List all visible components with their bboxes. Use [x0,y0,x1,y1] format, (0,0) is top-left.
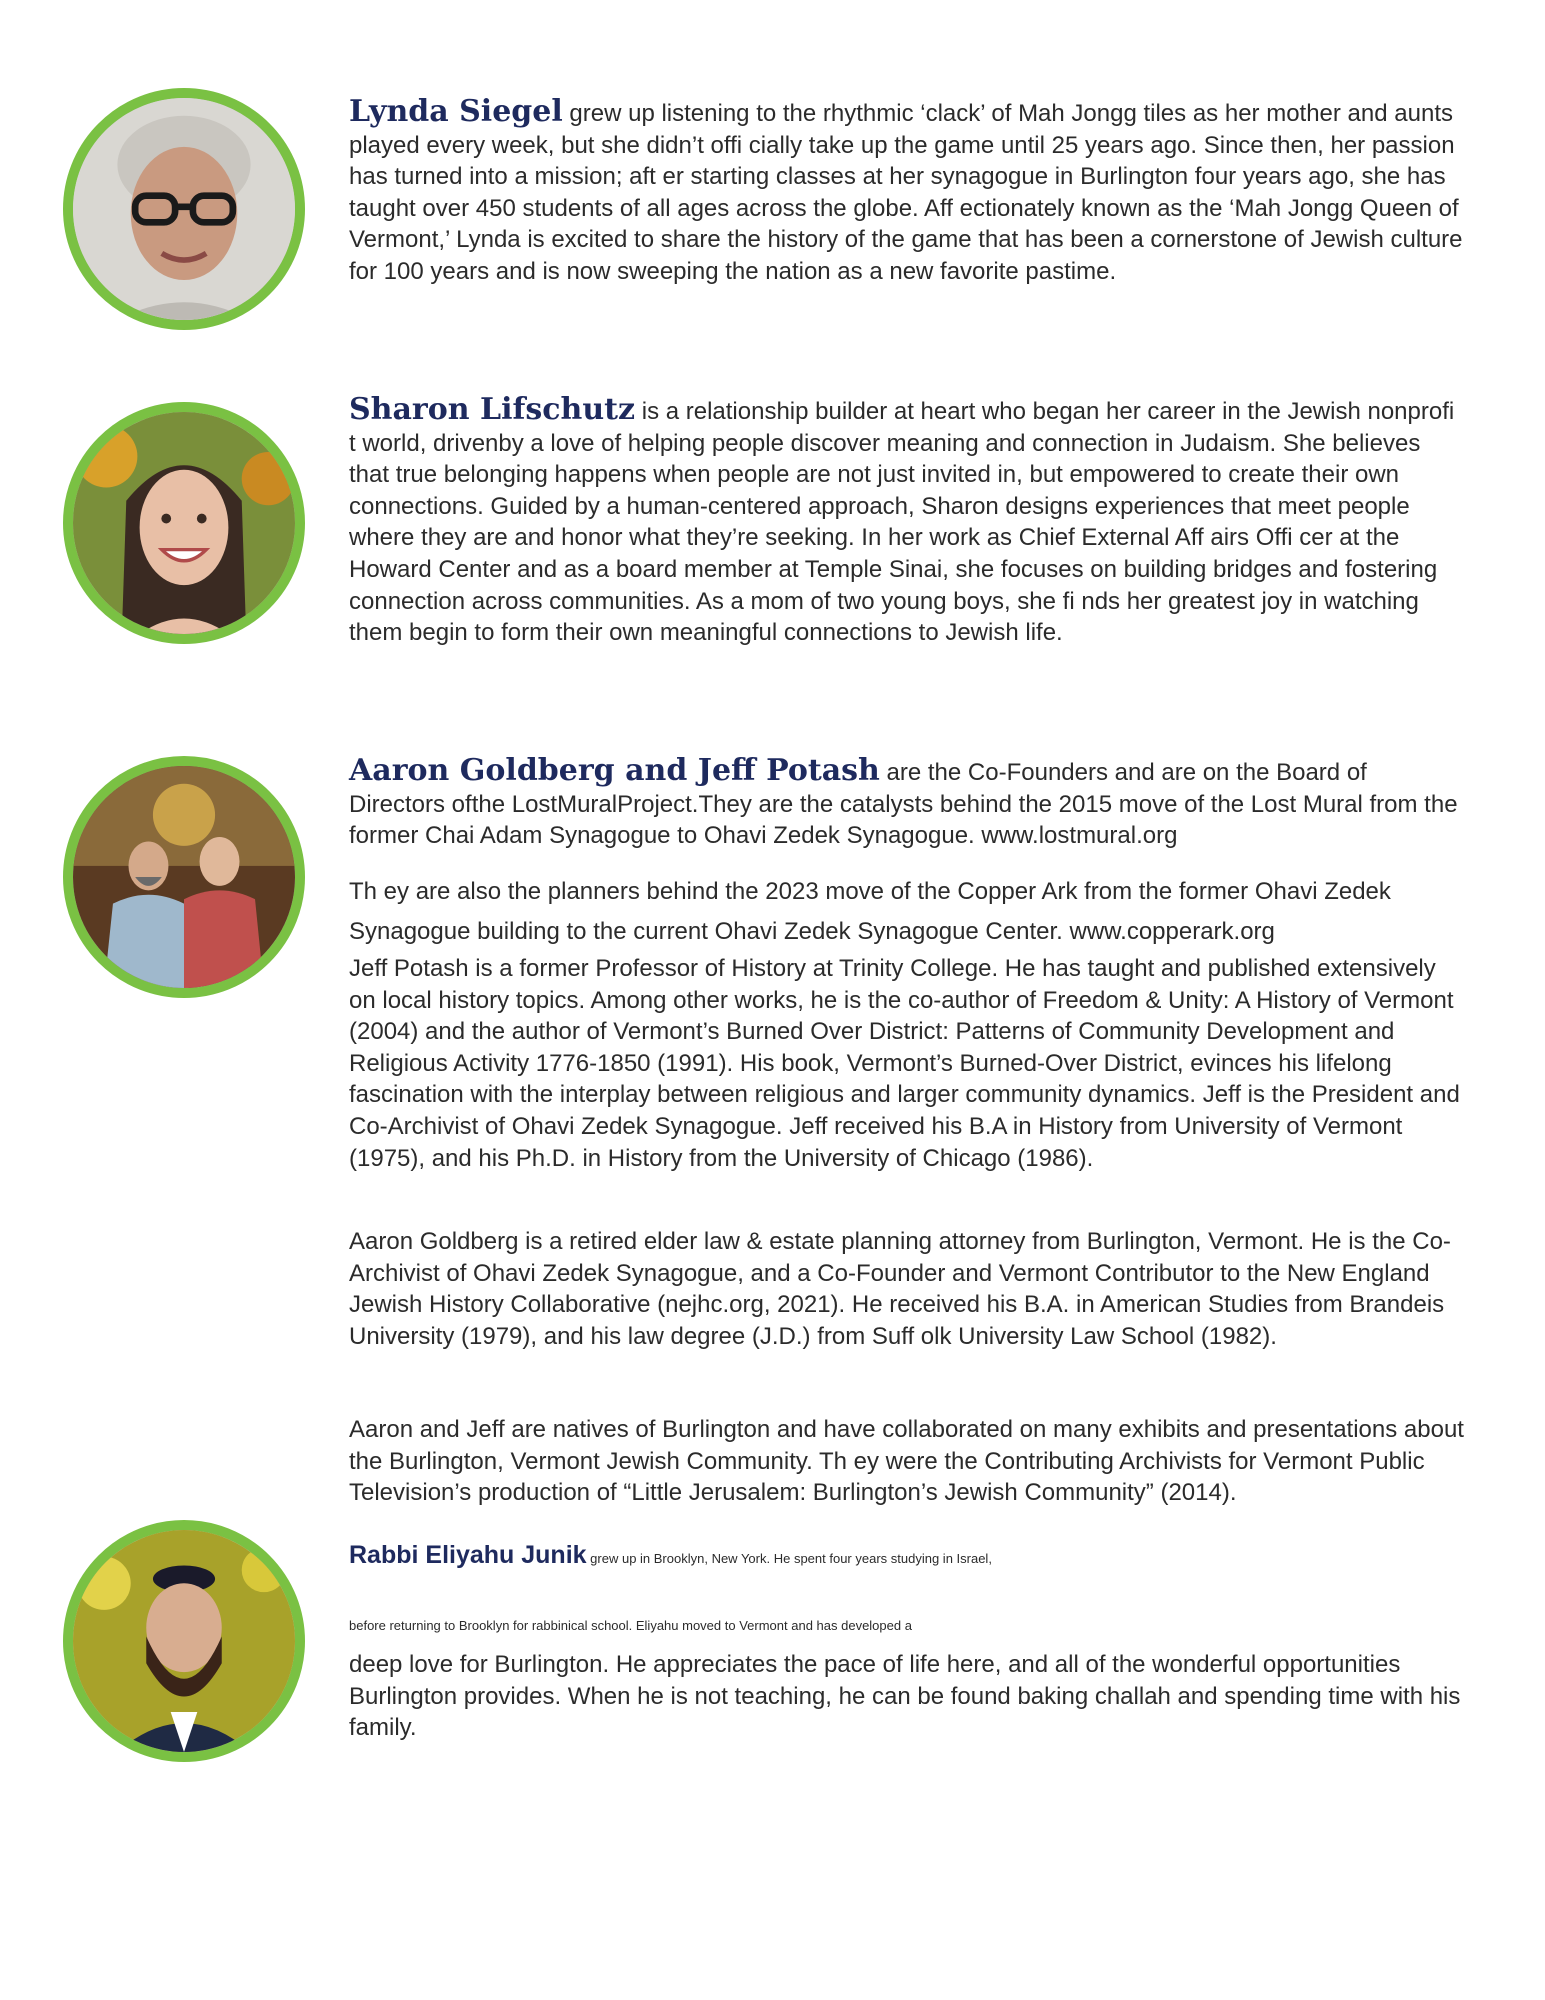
portrait-woman-glasses-icon [73,98,295,320]
bio-aaron-jeff-p4 [349,1226,1464,1352]
portrait-two-men-icon [73,766,295,988]
bio-text: Aaron Goldberg is a retired elder law & estate planning attorney from Burlington, Vermont. He is the Co-Archivist of Ohavi Zedek Synagogue, and a Co-Founder and Vermont Contributor to the New England Jewish History Collaborative (nejhc.org, 2021). He received his B.A. in American Studies from Brandeis University (1979), and his law degree (J.D.) from Suff olk University Law School (1982). [349,1228,1451,1350]
photo-aaron-jeff [63,756,305,998]
bio-text: are the Co-Founders and are on the Board of Directors ofthe LostMuralProject.They are the catalysts behind the 2015 move of the Lost Mural from the former Chai Adam Synagogue to Ohavi Zedek Synagogue. www.lostmural.org [349,759,1458,850]
bio-sharon-lifschutz [349,394,1464,649]
bio-lynda-siegel [349,96,1464,288]
bio-text: is a relationship builder at heart who began her career in the Jewish nonprofi t world, drivenby a love of helping people discover meaning and connection in Judaism. She believes that true belonging happens when people are not just invited in, but empowered to create their own connections. Guided by a human-centered approach, Sharon designs experiences that meet people where they are and honor what they’re seeking. In her work as Chief External Aff airs Offi cer at the Howard Center and as a board member at Temple Sinai, she focuses on building bridges and fostering connection across communities. As a mom of two young boys, she fi nds her greatest joy in watching them begin to form their own meaningful connections to Jewish life. [349,398,1455,647]
bio-aaron-jeff-p3 [349,953,1464,1174]
bio-rabbi-body [349,1649,1464,1744]
bio-paragraph [349,1540,1464,1572]
bio-text: grew up listening to the rhythmic ‘clack’ of Mah Jongg tiles as her mother and aunts played every week, but she didn’t offi cially take up the game until 25 years ago. Since then, her passion has turned into a mission; aft er starting classes at her synagogue in Burlington four years ago, she has taught over 450 students of all ages across the globe. Aff ectionately known as the ‘Mah Jongg Queen of Vermont,’ Lynda is excited to share the history of the game that has been a cornerstone of Jewish culture for 100 years and is now sweeping the nation as a new favorite pastime. [349,100,1463,285]
photo-sharon-lifschutz [63,402,305,644]
bio-name: Sharon Lifschutz [349,392,636,427]
bio-rabbi-eliyahu-junik [349,1540,1464,1572]
bio-name: Lynda Siegel [349,94,563,129]
portrait-bearded-man-icon [73,1530,295,1752]
bio-text: Aaron and Jeff are natives of Burlington and have collaborated on many exhibits and presentations about the Burlington, Vermont Jewish Community. Th ey were the Contributing Archivists for Vermont Public Television’s production of “Little Jerusalem: Burlington’s Jewish Community” (2014). [349,1416,1464,1507]
bio-aaron-jeff-p5 [349,1414,1464,1509]
bio-rabbi-intro2 [349,1618,1464,1634]
bio-paragraph [349,755,1464,852]
photo-lynda-siegel [63,88,305,330]
portrait-woman-smiling-icon [73,412,295,634]
bio-aaron-jeff-p2 [349,872,1464,952]
bio-text: before returning to Brooklyn for rabbinical school. Eliyahu moved to Vermont and has developed a [349,1618,912,1633]
bio-name: Rabbi Eliyahu Junik [349,1541,587,1569]
bio-paragraph [349,96,1464,288]
bio-aaron-jeff [349,755,1464,852]
photo-rabbi-eliyahu-junik [63,1520,305,1762]
bio-paragraph [349,394,1464,649]
bio-text: deep love for Burlington. He appreciates the pace of life here, and all of the wonderful opportunities Burlington provides. When he is not teaching, he can be found baking challah and spending time with his family. [349,1651,1461,1742]
bio-intro: grew up in Brooklyn, New York. He spent four years studying in Israel, [586,1551,992,1566]
bio-name: Aaron Goldberg and Jeff Potash [349,753,880,788]
bio-text: Jeff Potash is a former Professor of History at Trinity College. He has taught and published extensively on local history topics. Among other works, he is the co-author of Freedom & Unity: A History of Vermont (2004) and the author of Vermont’s Burned Over District: Patterns of Community Development and Religious Activity 1776-1850 (1991). His book, Vermont’s Burned-Over District, evinces his lifelong fascination with the interplay between religious and larger community dynamics. Jeff is the President and Co-Archivist of Ohavi Zedek Synagogue. Jeff received his B.A in History from University of Vermont (1975), and his Ph.D. in History from the University of Chicago (1986). [349,955,1460,1172]
bio-text: Th ey are also the planners behind the 2023 move of the Copper Ark from the former Ohavi Zedek Synagogue building to the current Ohavi Zedek Synagogue Center. www.copperark.org [349,878,1391,945]
